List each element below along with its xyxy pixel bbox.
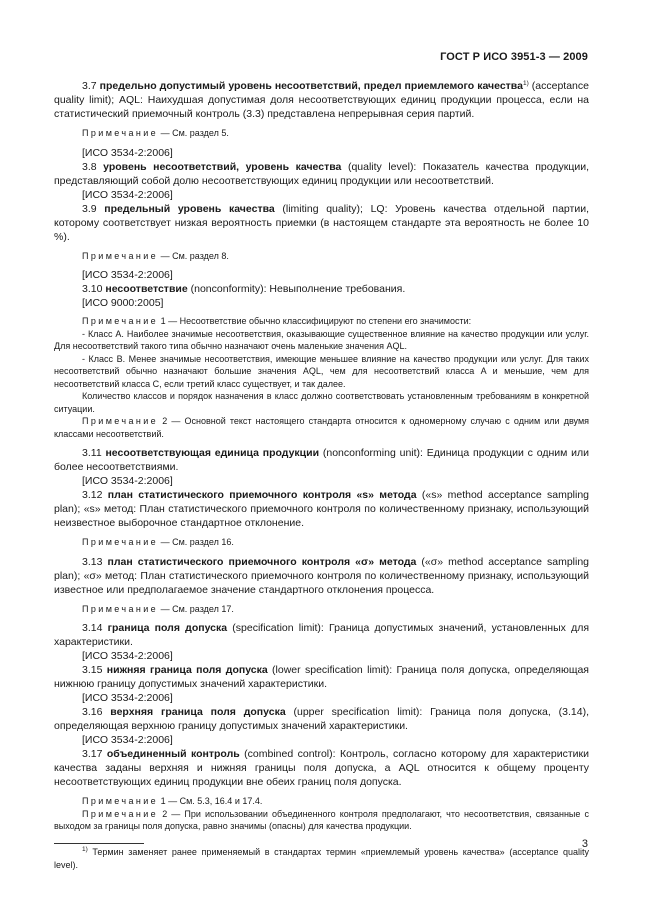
reference: [ИСО 3534-2:2006]: [82, 269, 173, 281]
document-body: [54, 79, 589, 872]
note-3-9: [54, 250, 589, 263]
term-name: объединенный контроль: [106, 748, 240, 760]
reference: [ИСО 3534-2:2006]: [82, 734, 173, 746]
term-3-9: [54, 202, 589, 244]
note-3-13: [54, 603, 589, 616]
term-definition: (limiting quality); LQ: Уровень качества отдельной партии, которому соответствует низкая вероятность приемки (в настоящем стандарте эта вероятность не более 10 %).: [54, 202, 589, 243]
term-number: 3.8: [82, 160, 104, 173]
reference: [ИСО 3534-2:2006]: [82, 146, 173, 159]
note-3-17-2: [54, 808, 589, 833]
note-text: — См. раздел 8.: [158, 250, 229, 261]
term-definition: («s» method acceptance sampling plan); «s» метод: План статистического приемочного контроля по количественному признаку, использующий неизвестное выборочное стандартное отклонение.: [54, 489, 590, 529]
term-definition: (combined control): Контроль, согласно которому для характеристики качества заданы верхняя и нижняя границы поля допуска, а AQL относится к общему проценту несоответствующих единиц продукции вне обеих границ поля допуска.: [54, 748, 589, 788]
note-label: Примечание: [82, 250, 159, 261]
reference: [ИСО 3534-2:2006]: [82, 692, 173, 704]
term-definition: (upper specification limit): Граница поля допуска, (3.14), определяющая верхнюю границу допустимых значений характеристики.: [54, 706, 589, 732]
note-text: 1 — См. 5.3, 16.4 и 17.4.: [158, 796, 263, 806]
term-3-15: [54, 663, 589, 691]
note-text: — См. раздел 17.: [158, 603, 234, 614]
term-3-7: [54, 79, 589, 121]
note-3-17-1: [54, 795, 589, 808]
term-definition: (acceptance quality limit); AQL: Наихудшая допустимая доля несоответствующих единиц продукции процесса, если на статистический приемочный контроль (3.3) представлена непрерывная серия партий.: [54, 80, 589, 120]
term-3-17: [54, 747, 589, 789]
footnote-marker: 1): [82, 845, 88, 853]
term-definition: (lower specification limit): Граница поля допуска, определяющая нижнюю границу допустимых значений характеристики.: [54, 664, 589, 690]
term-number: 3.7: [82, 80, 100, 92]
term-name: нижняя граница поля допуска: [106, 664, 268, 676]
note-label: Примечание: [82, 416, 159, 426]
term-number: 3.9: [82, 202, 105, 215]
note-class-count: Количество классов и порядок назначения в класс должно соответствовать установленным требованиям в конкретной ситуации.: [54, 391, 589, 414]
reference: [ИСО 3534-2:2006]: [82, 650, 173, 662]
term-name: несоответствие: [105, 283, 188, 295]
note-class-a: - Класс A. Наиболее значимые несоответствия, оказывающие существенное влияние на качество продукции или услуг. Для несоответствий такого типа обычно назначают очень маленькие значения AQL.: [54, 328, 589, 351]
note-text: — См. раздел 16.: [158, 537, 234, 547]
note-3-10-2: [54, 415, 589, 440]
standard-header: ГОСТ Р ИСО 3951-3 — 2009: [440, 51, 588, 63]
term-definition: (nonconforming unit): Единица продукции с одним или более несоответствиями.: [54, 447, 589, 473]
note-label: Примечание: [82, 603, 159, 614]
term-name: план статистического приемочного контроля «s» метода: [107, 489, 417, 501]
term-number: 3.15: [82, 664, 107, 676]
term-name: предельный уровень качества: [104, 202, 275, 215]
note-label: Примечание: [82, 128, 159, 138]
term-number: 3.12: [82, 489, 108, 501]
footnote: [54, 846, 589, 872]
term-number: 3.10: [82, 283, 106, 295]
term-3-10: [54, 282, 589, 296]
term-name: уровень несоответствий, уровень качества: [103, 160, 342, 173]
term-name: граница поля допуска: [107, 622, 228, 634]
note-3-7: [54, 127, 589, 140]
term-definition: (specification limit): Граница допустимых значений, установленных для характеристики.: [54, 622, 590, 648]
note-class-b: - Класс B. Менее значимые несоответствия, имеющие меньшее влияние на качество продукции или услуг. Для таких несоответствий обычно назначают большие значения AQL, чем для несоответствий класса A и меньшие, чем для несоответствий класса C, если третий класс существует, и так далее.: [54, 353, 589, 389]
term-3-11: [54, 446, 589, 474]
term-3-13: [54, 555, 589, 597]
reference: [ИСО 3534-2:2006]: [82, 475, 173, 487]
note-text: 2 — Основной текст настоящего стандарта относится к одномерному случаю с одним или двумя классами несоответствий.: [54, 416, 589, 439]
note-text: 2 — При использовании объединенного контроля предполагают, что несоответствия, связанные с выходом за границы поля допуска, равно значимы (опасны) для качества продукции.: [54, 808, 589, 831]
note-text: 1 — Несоответствие обычно классифицируют по степени его значимости:: [158, 316, 472, 326]
term-definition: («σ» method acceptance sampling plan); «σ» метод: План статистического приемочного контроля по количественному признаку, использующий известное или предполагаемое значение стандартного отклонения процесса.: [54, 555, 590, 596]
term-number: 3.11: [82, 447, 106, 459]
term-number: 3.17: [82, 748, 107, 760]
term-definition: (quality level): Показатель качества продукции, представляющий собой долю несоответствующих единиц продукции или несоответствий.: [54, 160, 589, 187]
note-label: Примечание: [82, 796, 159, 806]
term-name: план статистического приемочного контроля «σ» метода: [107, 555, 417, 568]
term-name: верхняя граница поля допуска: [110, 706, 286, 718]
footnote-divider: [54, 843, 144, 844]
reference: [ИСО 9000:2005]: [82, 297, 164, 309]
term-3-12: [54, 488, 589, 530]
note-3-10-1: [54, 315, 589, 328]
footnote-text: Термин заменяет ранее применяемый в стандартах термин «приемлемый уровень качества» (acceptance quality level).: [54, 846, 589, 870]
term-definition: (nonconformity): Невыполнение требования.: [187, 283, 406, 295]
note-label: Примечание: [82, 316, 159, 326]
page-number: 3: [581, 838, 588, 850]
footnote-marker[interactable]: 1): [522, 80, 529, 87]
note-3-12: [54, 536, 589, 549]
term-name: несоответствующая единица продукции: [105, 447, 320, 459]
reference: [ИСО 3534-2:2006]: [82, 188, 173, 201]
term-3-16: [54, 705, 589, 733]
term-3-8: [54, 160, 589, 188]
note-label: Примечание: [82, 808, 159, 819]
note-label: Примечание: [82, 537, 159, 547]
term-number: 3.13: [82, 555, 108, 568]
term-name: предельно допустимый уровень несоответствий, предел приемлемого качества: [99, 80, 523, 92]
term-number: 3.14: [82, 622, 108, 634]
term-3-14: [54, 621, 589, 649]
term-number: 3.16: [82, 706, 111, 718]
note-text: — См. раздел 5.: [158, 128, 229, 138]
